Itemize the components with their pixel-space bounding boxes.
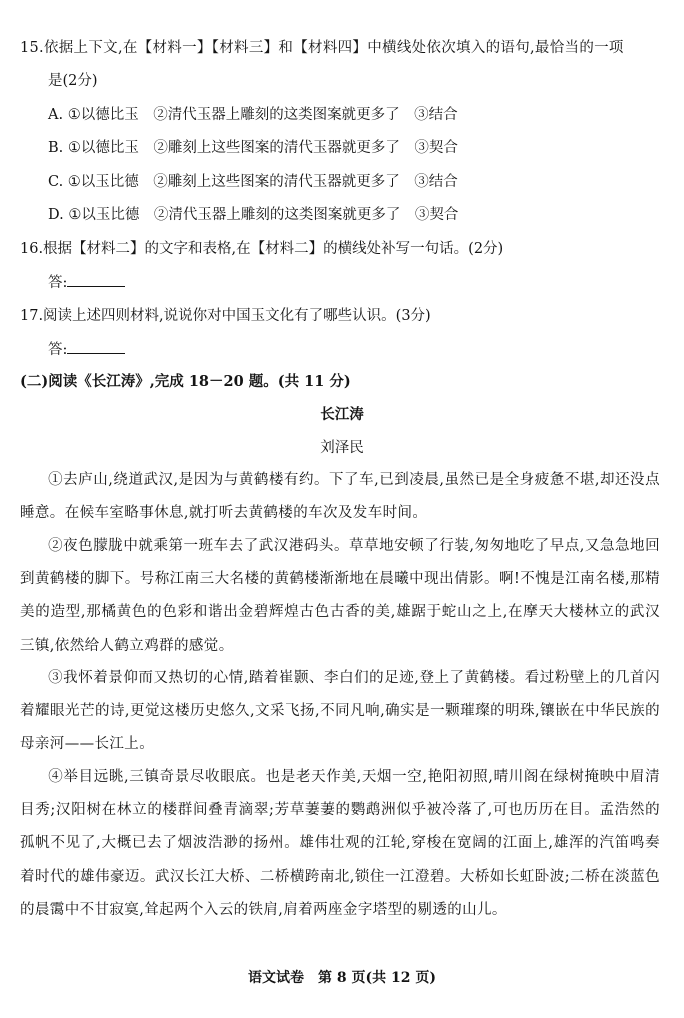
article-paragraph (20, 530, 660, 663)
q17-answer-label: 答: (48, 342, 68, 358)
q17-answer-blank[interactable] (67, 339, 125, 354)
section-2-header: (二)阅读《长江涛》,完成 18－20 题。(共 11 分) (20, 373, 351, 390)
q16-answer-line (48, 272, 125, 293)
q15-stem: 15.依据上下文,在【材料一】【材料三】和【材料四】中横线处依次填入的语句,最恰当的一项 (20, 40, 624, 56)
article-paragraph (20, 464, 660, 530)
article-paragraph-text: ②夜色朦胧中就乘第一班车去了武汉港码头。草草地安顿了行装,匆匆地吃了早点,又急急地回到黄鹤楼的脚下。号称江南三大名楼的黄鹤楼渐渐地在晨曦中现出倩影。啊!不愧是江南名楼,那精美的造型,那橘黄色的色彩和谐出金碧辉煌古色古香的美,雄踞于蛇山之上,在摩天大楼林立的武汉三镇,依然给人鹤立鸡群的感觉。 (20, 538, 660, 654)
q15-option-d: D. ①以玉比德 ②清代玉器上雕刻的这类图案就更多了 ③契合 (48, 207, 459, 223)
q17-text: 17.阅读上述四则材料,说说你对中国玉文化有了哪些认识。(3分) (20, 308, 431, 324)
page-footer: 语文试卷 第 8 页(共 12 页) (248, 970, 436, 986)
article-paragraph-text: ③我怀着景仰而又热切的心情,踏着崔颢、李白们的足迹,登上了黄鹤楼。看过粉壁上的几首闪着耀眼光芒的诗,更觉这楼历史悠久,文采飞扬,不同凡响,确实是一颗璀璨的明珠,镶嵌在中华民族的母亲河——长江上。 (20, 670, 660, 753)
article-paragraph (20, 761, 660, 927)
article-paragraph-text: ④举目远眺,三镇奇景尽收眼底。也是老天作美,天烟一空,艳阳初照,晴川阁在绿树掩映中眉清目秀;汉阳树在林立的楼群间叠青滴翠;芳草萋萋的鹦鹉洲似乎被冷落了,可也历历在目。孟浩然的孤帆不见了,大概已去了烟波浩渺的扬州。雄伟壮观的江轮,穿梭在宽阔的江面上,雄浑的汽笛鸣奏着时代的雄伟豪迈。武汉长江大桥、二桥横跨南北,锁住一江澄碧。大桥如长虹卧波;二桥在淡蓝色的晨霭中不甘寂寞,耸起两个入云的铁肩,肩着两座金字塔型的剔透的山儿。 (20, 769, 660, 918)
q15-option-c: C. ①以玉比德 ②雕刻上这些图案的清代玉器就更多了 ③结合 (48, 174, 458, 190)
q15-option-a: A. ①以德比玉 ②清代玉器上雕刻的这类图案就更多了 ③结合 (48, 107, 458, 123)
article-paragraph-text: ①去庐山,绕道武汉,是因为与黄鹤楼有约。下了车,已到凌晨,虽然已是全身疲惫不堪,却还没点睡意。在候车室略事休息,就打听去黄鹤楼的车次及发车时间。 (20, 472, 660, 522)
q15-option-b: B. ①以德比玉 ②雕刻上这些图案的清代玉器就更多了 ③契合 (48, 140, 458, 156)
q16-answer-blank[interactable] (67, 272, 125, 287)
q15-stem-cont: 是(2分) (48, 73, 98, 89)
article-paragraph (20, 662, 660, 762)
q17-answer-line (48, 339, 125, 360)
q16-text: 16.根据【材料二】的文字和表格,在【材料二】的横线处补写一句话。(2分) (20, 241, 504, 257)
article-author: 刘泽民 (320, 440, 364, 456)
q16-answer-label: 答: (48, 275, 68, 291)
article-title: 长江涛 (320, 406, 364, 423)
